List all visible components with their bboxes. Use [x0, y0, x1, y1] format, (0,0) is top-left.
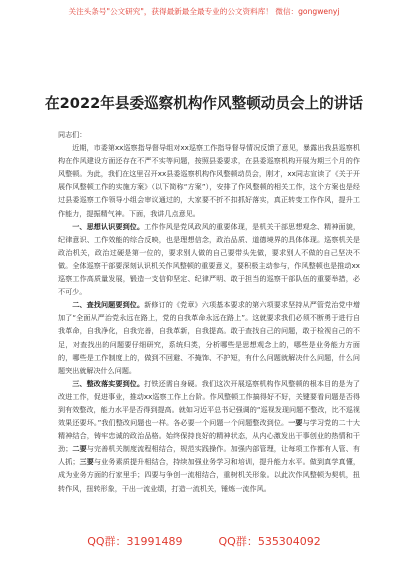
section-2	[58, 298, 360, 377]
footer-qq-group-2: QQ群：535304092	[218, 535, 321, 548]
section-1-heading: 一、思想认识要到位。	[72, 221, 145, 231]
document-title: 在2022年县委巡察机构作风整顿动员会上的讲话	[45, 95, 363, 112]
header-banner: 关注头条号"公文研究"，获得最新最全最专业的公文资料库！ 微信：gongwenyj	[68, 7, 340, 16]
point-3-text: 与业务素质提升相结合，持续加强业务学习和培训，提升能力水平。做到真学真懂，成为业务方面的行家里手；四要与争创一流相结合，重树机关形象。以此次作风整顿为契机，扭转作风，扭转形象，干出一流业绩，打造一流机关，锤炼一流作风。	[58, 457, 361, 493]
footer-qq-group-1: QQ群：31991489	[87, 535, 183, 548]
section-3-heading: 三、整改落实要到位。	[72, 378, 145, 388]
section-1	[58, 220, 360, 299]
footer-contacts	[0, 535, 408, 549]
section-1-body: 工作作风是党风政风的重要体现，是机关干部思想观念、精神面貌，纪律意识、工作效能的综合反映，也是理想信念，政治品质、道德境界的具体体现。巡察机关是政治机关，政治过硬是第一位的，要求别人做的自己要带头先做，要求别人不做的自己坚决不做。全体巡察干部要深刻认识机关作风整顿的重要意义，要积极主动参与，作风整顿也是推动xx巡察工作高质量发展，锻造一支信仰坚定、纪律严明、敢于担当的巡察干部队伍的重要举措，必不可少。	[58, 221, 361, 297]
document-body	[58, 128, 360, 495]
salutation: 同志们：	[58, 130, 87, 139]
intro-paragraph: 近期，市委第xx巡察指导督导组对xx巡察工作指导督导情况反馈了意见，暴露出我县巡察机构在作风建设方面还存在不严不实等问题，按照县委要求，在县委巡察机构开展为期三个月的作风整顿。为此，我们在这里召开xx县委巡察机构作风整顿动员会，刚才，xx同志宣读了《关于开展作风整顿工作的实施方案》（以下简称“方案”），安排了作风整顿的相关工作，这个方案也是经过县委巡察工作领导小组会审议通过的，大家要不折不扣抓好落实，真正转变工作作风，提升工作能力，提振精气神。下面，我讲几点意见。	[58, 143, 360, 218]
point-2-text: 与完善机关制度流程相结合，规范实践操作。加强内部管理，让每项工作都有人管、有人抓；	[58, 444, 361, 467]
point-3-prefix: 三要	[79, 457, 94, 467]
point-2-prefix: 二要	[72, 444, 87, 454]
section-2-heading: 二、查找问题要到位。	[72, 300, 145, 310]
section-3	[58, 377, 360, 495]
section-3-body: 打铁还需自身硬。我们这次开展巡察机构作风整顿的根本目的是为了改进工作，促进事业，推动xx巡察工作上台阶。作风整顿工作搞得好不好，关键要看问题是否得到有效整改，能力水平是否得到提高。就如习近平总书记强调的“巡视发现问题不整改，比不巡视效果还要坏。”我们整改问题也一样。各必要一个问题一个问题整改到位。	[58, 378, 361, 428]
point-1-text: 与学习党的二十大精神结合，铸牢忠诚的政治品格。始终保持良好的精神状态，从内心激发出干事创业的热情和干劲；	[58, 418, 360, 454]
section-2-body: 新修订的《党章》六项基本要求的第六项要求坚持从严管党治党中增加了“全面从严治党永远在路上，党的自我革命永远在路上”。这就要求我们必须不断勇于进行自我革命，自我净化，自我完善，自我革新，自我提高。敢于查找自己的问题，敢于检视自己的不足，对查找出的问题要仔细研究，系统归类，分析哪些是思想观念上的，哪些是业务能力方面的，哪些是工作制度上的，做到不回避、不掩饰、不护短，有什么问题就解决什么问题，什么问题突出就解决什么问题。	[58, 300, 361, 375]
point-1-prefix: 一要	[288, 418, 303, 428]
